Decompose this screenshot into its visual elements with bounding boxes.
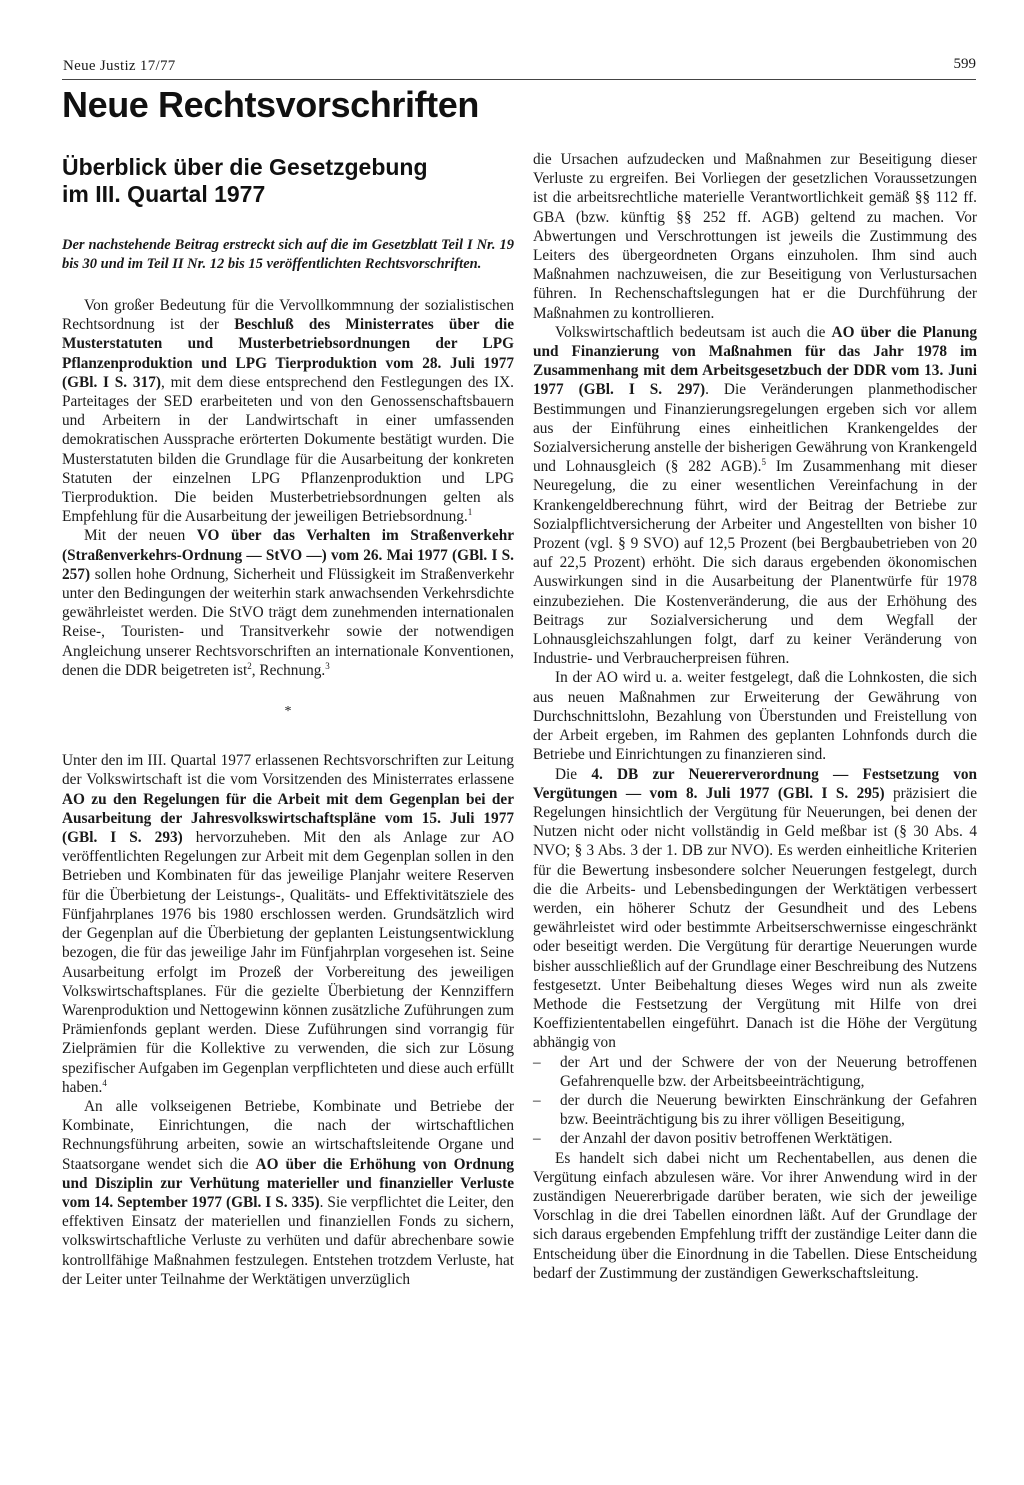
list-item: – der Anzahl der davon positiv betroffenen Werktätigen. xyxy=(533,1129,977,1148)
footnote-ref: 1 xyxy=(467,507,473,518)
paragraph-continued: die Ursachen aufzudecken und Maßnahmen zur Beseitigung dieser Verluste zu ergreifen. Bei Vorliegen der gesetzlichen Voraussetzungen ist die arbeitsrechtliche materielle Verantwortlichkeit gemäß §§ 112 ff. GBA (bzw. künftig §§ 252 ff. AGB) geltend zu machen. Vor Abwertungen und Verschrottungen ist jeweils die Zustimmung des Leiters des übergeordneten Organs einzuholen. Ihm sind auch Maßnahmen nachzuweisen, die zur Beseitigung von Verlustursachen führen. In Rechenschaftslegungen hat er die Durchführung der Maßnahmen zu kontrollieren. xyxy=(533,151,977,322)
list-item: – der durch die Neuerung bewirkten Einschränkung der Gefahren bzw. Beeinträchtigung bis zu ihrer völligen Beseitigung, xyxy=(533,1091,977,1129)
text: . Die Veränderungen planmethodischer Bestimmungen und Finanzierungsregelungen ergeben sich vor allem aus der Einführung eines einheitlichen Krankengeldes der Sozialversicherung anstelle der bisherigen Gewährung von Krankengeld und Lohnausgleich (§ 282 AGB). xyxy=(533,381,977,476)
legal-reference: AO zu den Regelungen für die Arbeit mit dem Gegenplan bei der Ausarbeitung der Jahresvolkswirtschaftspläne vom 15. Juli 1977 (GBl. I S. 293) xyxy=(62,790,514,847)
article-title-line-1: Überblick über die Gesetzgebung xyxy=(62,154,428,180)
header-rule xyxy=(62,79,976,80)
paragraph-stvo xyxy=(62,526,514,680)
text: präzisiert die Regelungen hinsichtlich der Vergütung für Neuerungen, bei denen der Nutzen nicht oder nicht vollständig in Geld meßbar ist (§ 30 Abs. 4 NVO; § 3 Abs. 3 der 1. DB zur NVO). Es werden einheitliche Kriterien für die Bewertung insbesondere solcher Neuerungen festgelegt, durch die die Arbeits- und Lebensbedingungen der Werktätigen verbessert werden, ein höherer Schutz der Gesundheit und des Lebens gewährleistet wird oder bestimmte Arbeitserschwernisse eingeschränkt oder beseitigt werden. Die Vergütung für derartige Neuerungen wurde bisher ausschließlich auf der Grundlage einer Beschreibung des Nutzens festgesetzt. Unter Beibehaltung dieses Weges wird nun als zweite Methode die Festsetzung der Vergütung mit Hilfe von drei Koeffiziententabellen eingeführt. Danach ist die Höhe der Vergütung abhängig von xyxy=(533,784,977,1052)
legal-reference: Beschluß des Ministerrates über die Musterstatuten und Musterbetriebsordnungen der LPG Pflanzenproduktion und LPG Tierproduktion vom 28. Juli 1977 (GBl. I S. 317) xyxy=(62,316,515,391)
lead-paragraph: Der nachstehende Beitrag erstreckt sich auf die im Gesetzblatt Teil I Nr. 19 bis 30 und im Teil II Nr. 12 bis 15 veröffentlichten Rechtsvorschriften. xyxy=(62,237,514,272)
paragraph-verluste xyxy=(62,1097,514,1289)
footnote-ref: 3 xyxy=(325,660,330,671)
text: hervorzuheben. Mit den als Anlage zur AO veröffentlichten Regelungen zur Arbeit mit dem Gegenplan sollen in den Betrieben und Kombinaten für das jeweilige Planjahr weitere Reserven für die Überbietung der Leistungs-, Qualitäts- und Effektivitätsziele des Fünfjahrplanes 1976 bis 1980 erschlossen werden. Grundsätzlich wird der Gegenplan auf die Überbietung der geplanten Leistungsentwicklung bezogen, die für das jeweilige Jahr im Fünfjahrplan vorgesehen ist. Seine Ausarbeitung erfolgt im Prozeß der Vorbereitung des jeweiligen Volkswirtschaftsplanes. Für die gezielte Überbietung der Kennziffern Warenproduktion und Nettogewinn können zusätzliche Zuführungen zum Prämienfonds geplant werden. Diese Zuführungen sind vorrangig für Zielprämien für die Kollektive zu verwenden, die sich zur Lösung spezifischer Aufgaben im Gegenplan verpflichteten und diese auch erfüllt haben. xyxy=(62,829,514,1096)
legal-reference: 4. DB zur Neuererverordnung — Festsetzung von Vergütungen — vom 8. Juli 1977 (GBl. I S. 295) xyxy=(533,765,977,802)
criteria-list xyxy=(533,1053,977,1149)
footnote-ref: 4 xyxy=(102,1077,107,1088)
paragraph-gegenplan xyxy=(62,751,514,1097)
paragraph-lpg-statutes xyxy=(62,296,514,526)
text: Unter den im III. Quartal 1977 erlassenen Rechtsvorschriften zur Leitung der Volkswirtschaft ist die vom Vorsitzenden des Ministerrates erlassene xyxy=(62,752,514,789)
text: Im Zusammenhang mit dieser Neuregelung, die zu einer wesentlichen Vereinfachung in der Krankengeldberechnung führt, wird der Beitrag der Betriebe zur Sozialpflichtversicherung der Arbeiter und Angestellten von bisher 10 Prozent (vgl. § 9 SVO) auf 12,5 Prozent (bei Bergbaubetrieben von 20 auf 22,5 Prozent) erhöht. Die sich daraus ergebenden ökonomischen Auswirkungen sind in die Ausarbeitung der Planentwürfe für 1978 einzubeziehen. Die Kostenveränderung, die aus der Erhöhung des Beitrags zur Sozialversicherung und dem Wegfall der Lohnausgleichszahlungen folgt, darf zu keiner Veränderung von Industrie- und Verbraucherpreisen führen. xyxy=(533,458,977,668)
text: An alle volkseigenen Betriebe, Kombinate und Betriebe der Kombinate, Einrichtungen, die nach der wirtschaftlichen Rechnungsführung arbeiten, sowie an wirtschaftsleitende Organe und Staatsorgane wendet sich die xyxy=(62,1097,514,1173)
text: sollen hohe Ordnung, Sicherheit und Flüssigkeit im Straßenverkehr unter den Bedingungen der weiterhin stark anwachsenden Verkehrsdichte gewährleistet werden. Die StVO trägt dem zunehmenden internationalen Reise-, Touristen- und Transitverkehr sowie der notwendigen Angleichung unserer Rechtsvorschriften an internationale Konventionen, denen die DDR beigetreten ist xyxy=(62,565,514,679)
paragraph-neuererverordnung xyxy=(533,765,977,1053)
text: Die xyxy=(555,765,592,783)
paragraph-rechentabellen: Es handelt sich dabei nicht um Rechentabellen, aus denen die Vergütung einfach abzulesen wäre. Vor ihrer Anwendung wird in der zuständigen Neuererbrigade darüber beraten, wie sich der jeweilige Vorschlag in die drei Tabellen einordnen läßt. Auf der Grundlage der sich daraus ergebenden Empfehlung trifft der zuständige Leiter dann die Entscheidung über die Einordnung in die Tabellen. Diese Entscheidung bedarf der Zustimmung der zuständigen Gewerkschaftsleitung. xyxy=(533,1149,977,1282)
legal-reference: VO über das Verhalten im Straßenverkehr (Straßenverkehrs-Ordnung — StVO —) vom 26. Mai 1977 (GBl. I S. 257) xyxy=(62,527,514,583)
left-column xyxy=(62,150,514,1289)
text: . Sie verpflichtet die Leiter, den effektiven Einsatz der materiellen und finanziellen Fonds zu sichern, volkswirtschaftliche Verluste zu verhüten und dafür abrechenbare sowie kontrollfähige Maßnahmen festzulegen. Entstehen trotzdem Verluste, hat der Leiter unter Teilnahme der Werktätigen unverzüglich xyxy=(62,1193,514,1288)
article-title xyxy=(62,154,514,208)
text: Mit der neuen xyxy=(84,527,197,545)
section-separator: * xyxy=(284,704,292,720)
text: Volkswirtschaftlich bedeutsam ist auch die xyxy=(555,323,832,341)
text: , Rechnung. xyxy=(251,661,326,679)
article-title-line-2: im III. Quartal 1977 xyxy=(62,181,266,207)
legal-reference: AO über die Erhöhung von Ordnung und Disziplin zur Verhütung materieller und finanzieller Verluste vom 14. September 1977 (GBl. I S. 335) xyxy=(62,1155,515,1211)
page-number: 599 xyxy=(953,56,976,72)
text: Von großer Bedeutung für die Vervollkommnung der sozialistischen Rechtsordnung ist der xyxy=(62,297,514,334)
paragraph-planung-1978 xyxy=(533,323,977,669)
running-header-journal: Neue Justiz 17/77 xyxy=(63,58,176,74)
list-item: – der Art und der Schwere der von der Neuerung betroffenen Gefahrenquelle bzw. der Arbeitsbeeinträchtigung, xyxy=(533,1053,977,1091)
footnote-ref: 2 xyxy=(247,660,252,671)
text: , mit dem diese entsprechend den Festlegungen des IX. Parteitages der SED erarbeiteten und von den Genossenschaftsbauern und Arbeitern in der Landwirtschaft in einer umfassenden demokratischen Aussprache erörterten Dokumente bestätigt wurden. Die Musterstatuten bilden die Grundlage für die Ausarbeitung der konkreten Statuten der einzelnen LPG Pflanzenproduktion und LPG Tierproduktion. Die beiden Musterbetriebsordnungen gelten als Empfehlung für die Ausarbeitung der jeweiligen Betriebsordnung. xyxy=(62,373,514,526)
right-column xyxy=(533,150,977,1283)
paragraph-lohnkosten: In der AO wird u. a. weiter festgelegt, daß die Lohnkosten, die sich aus neuen Maßnahmen zur Erweiterung der Gewährung von Durchschnittslohn, Bezahlung von Überstunden und Freistellung von der Arbeit ergeben, im Rahmen des geplanten Lohnfonds durch die Betriebe und Einrichtungen zu finanzieren sind. xyxy=(533,669,977,764)
section-title: Neue Rechtsvorschriften xyxy=(62,84,479,125)
legal-reference: AO über die Planung und Finanzierung von Maßnahmen für das Jahr 1978 im Zusammenhang mit dem Arbeitsgesetzbuch der DDR vom 13. Juni 1977 (GBl. I S. 297) xyxy=(533,323,977,399)
footnote-ref: 5 xyxy=(761,457,766,468)
